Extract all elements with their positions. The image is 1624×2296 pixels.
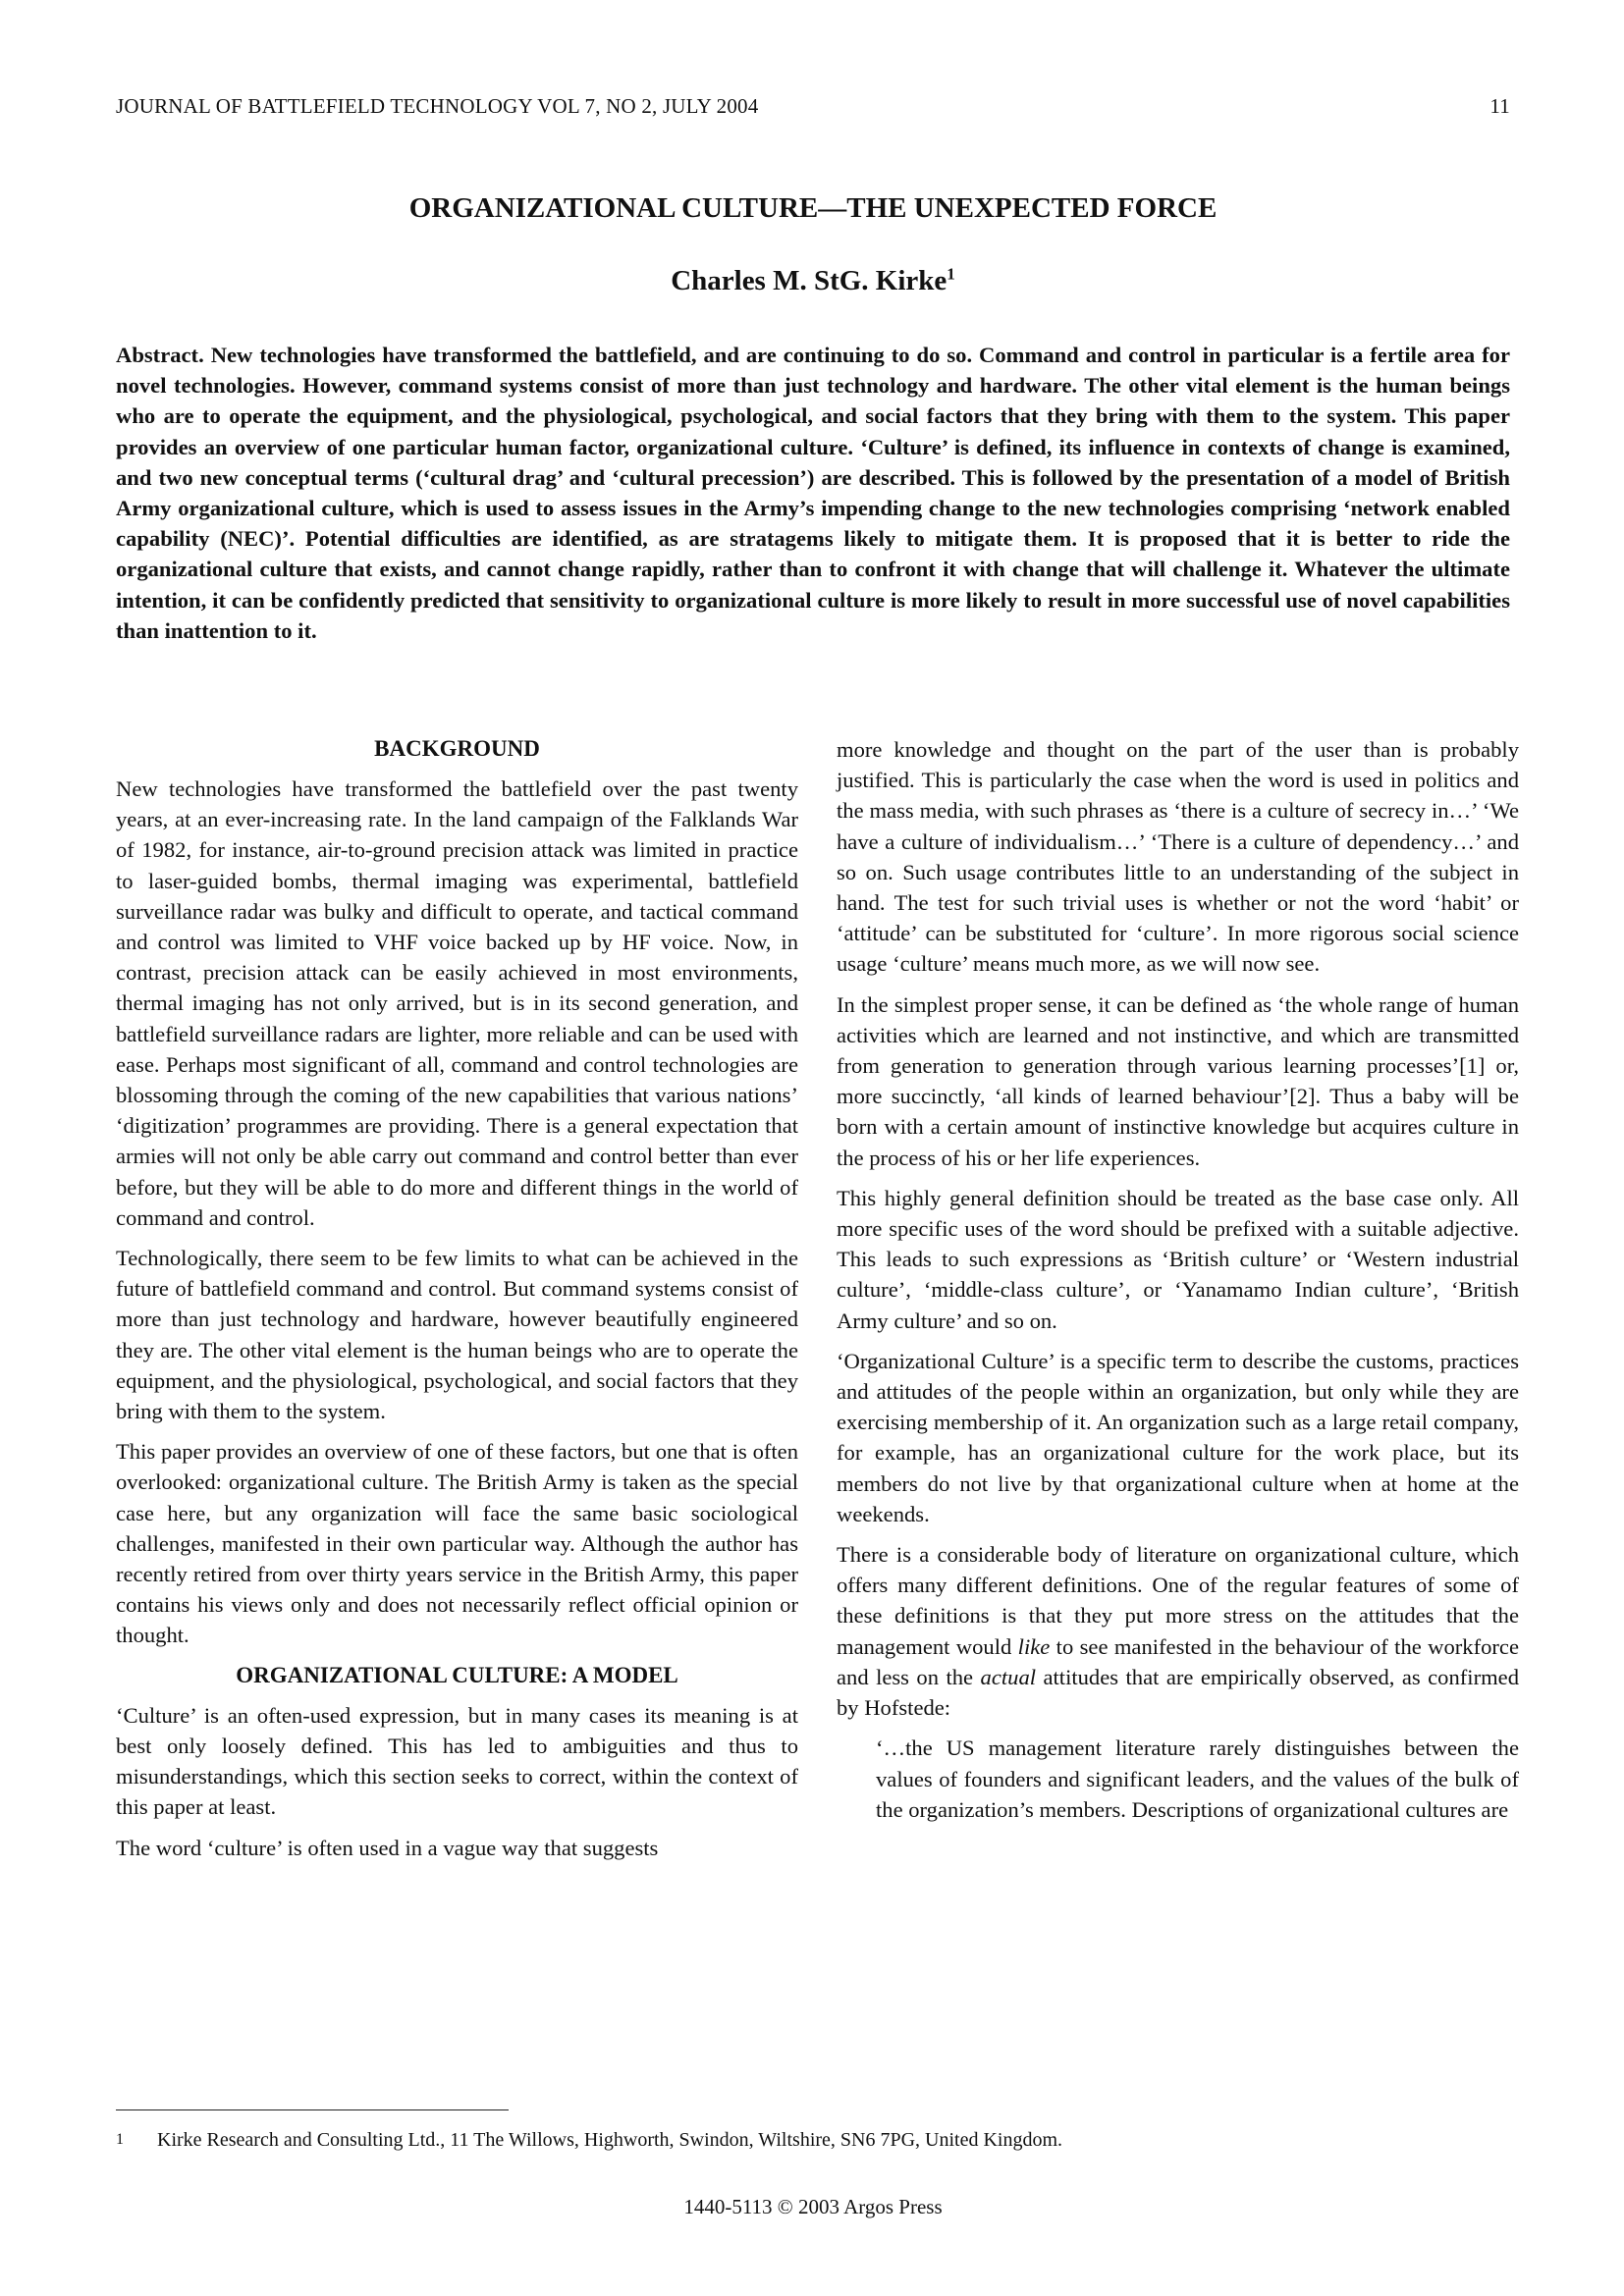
footnote-mark: 1 [116, 2131, 124, 2148]
section-heading-model: ORGANIZATIONAL CULTURE: A MODEL [236, 1662, 678, 1687]
paragraph: Technologically, there seem to be few limits to what can be achieved in the future of battlefield command and control. But command systems consist of more than just technology and hardware, however beautifully engineered they are. The other vital element is the human beings who are to operate the equipment, and the physiological, psychological, and social factors that they bring with them to the system. [116, 1246, 798, 1424]
text-run: There is a considerable body of literature on organizational culture, which offers many different definitions. One of the regular features of some of these definitions is that they put more stress on the attitudes that the management would [837, 1542, 1519, 1659]
emphasis-actual: actual [980, 1664, 1037, 1689]
footnote-divider [116, 2109, 509, 2110]
publisher-footer: 1440-5113 © 2003 Argos Press [683, 2195, 943, 2218]
footnote-text: Kirke Research and Consulting Ltd., 11 The Willows, Highworth, Swindon, Wiltshire, SN6 7PG, United Kingdom. [157, 2129, 1063, 2151]
text-run: to see manifested in the behaviour of the workforce and less on the [837, 1633, 1519, 1689]
hofstede-quote: ‘…the US management literature rarely distinguishes between the values of founders and significant leaders, and the values of the bulk of the organization’s members. Descriptions of organizational cultures are [876, 1735, 1519, 1822]
article-title: ORGANIZATIONAL CULTURE—THE UNEXPECTED FORCE [408, 192, 1218, 224]
left-column [116, 734, 798, 1873]
text-run: attitudes that are empirically observed, as confirmed by Hofstede: [837, 1664, 1520, 1721]
paragraph: This paper provides an overview of one of these factors, but one that is often overlooked: organizational culture. The British Army is taken as the special case here, but any organization will face the same basic sociological challenges, manifested in their own particular way. Although the author has recently retired from over thirty years service in the British Army, this paper contains his views only and does not necessarily reflect official opinion or thought. [116, 1439, 798, 1648]
abstract: Abstract. New technologies have transformed the battlefield, and are continuing to do so. Command and control in particular is a fertile area for novel technologies. However, command systems consist of more than just technology and hardware. The other vital element is the human beings who are to operate the equipment, and the physiological, psychological, and social factors that they bring with them to the system. This paper provides an overview of one particular human factor, organizational culture. ‘Culture’ is defined, its influence in contexts of change is examined, and two new conceptual terms (‘cultural drag’ and ‘cultural precession’) are described. This is followed by the presentation of a model of British Army organizational culture, which is used to assess issues in the Army’s impending change to the new technologies comprising ‘network enabled capability (NEC)’. Potential difficulties are identified, as are stratagems likely to mitigate them. It is proposed that it is better to ride the organizational culture that exists, and cannot change rapidly, rather than to confront it with change that will challenge it. Whatever the ultimate intention, it can be confidently predicted that sensitivity to organizational culture is more likely to result in more successful use of novel capabilities than inattention to it. [116, 343, 1510, 643]
author-line [116, 265, 1510, 297]
paragraph: In the simplest proper sense, it can be defined as ‘the whole range of human activities which are learned and not instinctive, and which are transmitted from generation to generation through various learning processes’[1] or, more succinctly, ‘all kinds of learned behaviour’[2]. Thus a baby will be born with a certain amount of instinctive knowledge but acquires culture in the process of his or her life experiences. [837, 991, 1519, 1170]
journal-title: JOURNAL OF BATTLEFIELD TECHNOLOGY VOL 7, NO 2, JULY 2004 [116, 94, 759, 118]
paragraph: more knowledge and thought on the part of the user than is probably justified. This is particularly the case when the word is used in politics and the mass media, with such phrases as ‘there is a culture of secrecy in…’ ‘We have a culture of individualism…’ ‘There is a culture of dependency…’ and so on. Such usage contributes little to an understanding of the subject in hand. The test for such trivial uses is whether or not the word ‘habit’ or ‘attitude’ can be substituted for ‘culture’. In more rigorous social science usage ‘culture’ means much more, as we will now see. [837, 737, 1519, 977]
author-footnote-mark: 1 [947, 264, 955, 284]
right-column [837, 734, 1519, 1825]
paragraph: ‘Organizational Culture’ is a specific term to describe the customs, practices and attitudes of the people within an organization, but only while they are exercising membership of it. An organization such as a large retail company, for example, has an organizational culture for the work place, but its members do not live by that organizational culture when at home at the weekends. [837, 1348, 1519, 1526]
section-heading-background: BACKGROUND [374, 736, 540, 761]
paragraph [837, 1539, 1519, 1723]
paragraph: This highly general definition should be treated as the base case only. All more specific uses of the word should be prefixed with a suitable adjective. This leads to such expressions as ‘British culture’ or ‘Western industrial culture’, ‘middle-class culture’, or ‘Yanamamo Indian culture’, ‘British Army culture’ and so on. [837, 1185, 1519, 1333]
emphasis-like: like [1017, 1633, 1051, 1659]
paragraph: ‘Culture’ is an often-used expression, but in many cases its meaning is at best only loosely defined. This has led to ambiguities and thus to misunderstandings, which this section seeks to correct, within the context of this paper at least. [116, 1702, 798, 1820]
paragraph: The word ‘culture’ is often used in a vague way that suggests [116, 1835, 659, 1860]
paragraph: New technologies have transformed the battlefield over the past twenty years, at an ever-increasing rate. In the land campaign of the Falklands War of 1982, for instance, air-to-ground precision attack was limited in practice to laser-guided bombs, thermal imaging was experimental, battlefield surveillance radar was bulky and difficult to operate, and tactical command and control was limited to VHF voice backed up by HF voice. Now, in contrast, precision attack can be easily achieved in most environments, thermal imaging has not only arrived, but is in its second generation, and battlefield surveillance radars are lighter, more reliable and can be used with ease. Perhaps most significant of all, command and control technologies are blossoming through the coming of the new capabilities that various nations’ ‘digitization’ programmes are providing. There is a general expectation that armies will not only be able carry out command and control better than ever before, but they will be able to do more and different things in the world of command and control. [116, 776, 798, 1230]
author-name: Charles M. StG. Kirke [671, 265, 947, 296]
page-number: 11 [1489, 94, 1510, 118]
running-header [116, 94, 1510, 119]
